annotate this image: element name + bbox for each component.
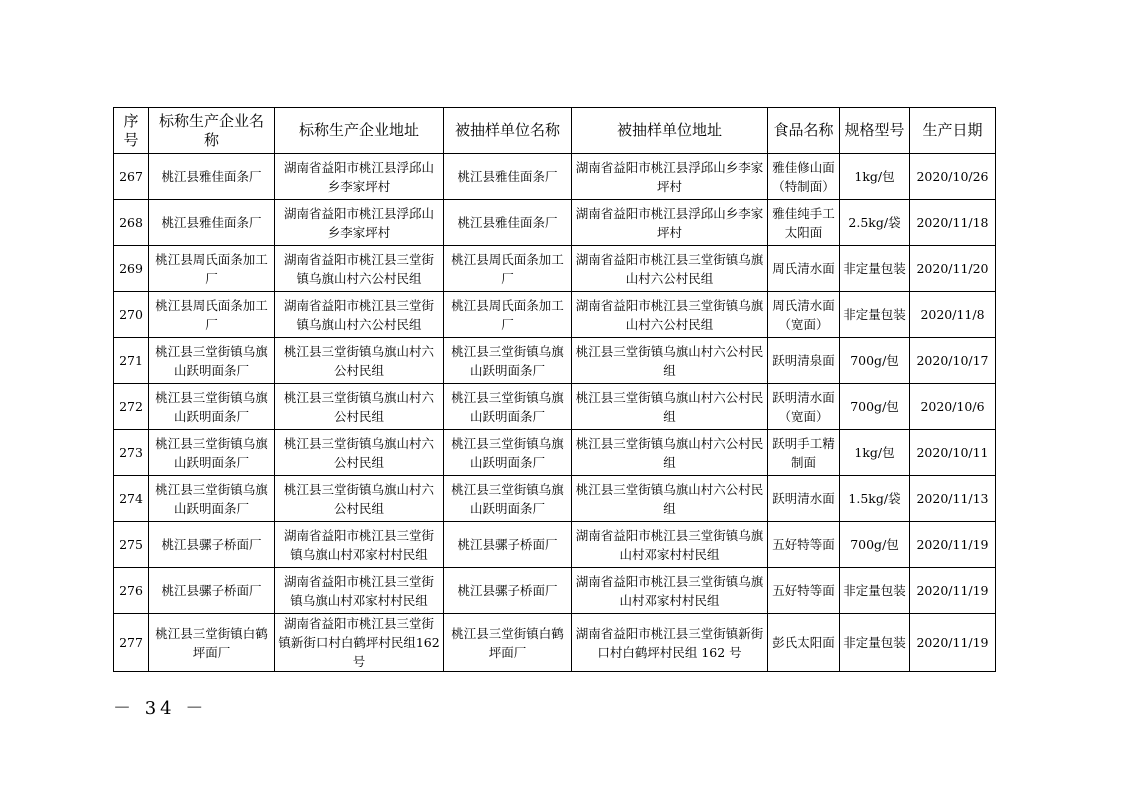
page-number: － 34 －	[113, 698, 208, 719]
sampled-unit-name-cell: 桃江县雅佳面条厂	[444, 154, 572, 200]
table-row	[114, 476, 996, 522]
manufacturer-name-cell: 桃江县三堂街镇乌旗山跃明面条厂	[149, 430, 275, 476]
serial-number-cell: 269	[114, 246, 149, 292]
sampled-unit-name-cell: 桃江县周氏面条加工厂	[444, 292, 572, 338]
manufacturer-address-cell: 湖南省益阳市桃江县三堂街镇新街口村白鹤坪村民组162号	[275, 614, 444, 672]
table-row	[114, 384, 996, 430]
manufacturer-name-cell: 桃江县三堂街镇白鹤坪面厂	[149, 614, 275, 672]
manufacturer-address-cell: 湖南省益阳市桃江县三堂街镇乌旗山村六公村民组	[275, 292, 444, 338]
header-production-date: 生产日期	[910, 108, 996, 154]
production-date-cell: 2020/11/19	[910, 568, 996, 614]
sampled-unit-address-cell: 桃江县三堂街镇乌旗山村六公村民组	[572, 338, 768, 384]
food-name-cell: 彭氏太阳面	[768, 614, 840, 672]
manufacturer-address-cell: 桃江县三堂街镇乌旗山村六公村民组	[275, 430, 444, 476]
production-date-cell: 2020/11/13	[910, 476, 996, 522]
header-sampled-unit-address: 被抽样单位地址	[572, 108, 768, 154]
food-name-cell: 跃明清水面（宽面）	[768, 384, 840, 430]
serial-number-cell: 267	[114, 154, 149, 200]
specification-cell: 非定量包装	[840, 614, 910, 672]
serial-number-cell: 276	[114, 568, 149, 614]
manufacturer-name-cell: 桃江县雅佳面条厂	[149, 200, 275, 246]
food-name-cell: 五好特等面	[768, 522, 840, 568]
production-date-cell: 2020/10/26	[910, 154, 996, 200]
sampled-unit-name-cell: 桃江县三堂街镇乌旗山跃明面条厂	[444, 430, 572, 476]
sampled-unit-address-cell: 湖南省益阳市桃江县浮邱山乡李家坪村	[572, 200, 768, 246]
table-row	[114, 246, 996, 292]
serial-number-cell: 274	[114, 476, 149, 522]
production-date-cell: 2020/10/11	[910, 430, 996, 476]
sampled-unit-address-cell: 湖南省益阳市桃江县三堂街镇乌旗山村邓家村村民组	[572, 568, 768, 614]
table-row	[114, 338, 996, 384]
sampled-unit-name-cell: 桃江县骡子桥面厂	[444, 568, 572, 614]
sampled-unit-address-cell: 桃江县三堂街镇乌旗山村六公村民组	[572, 384, 768, 430]
table-row	[114, 614, 996, 672]
specification-cell: 1kg/包	[840, 430, 910, 476]
serial-number-cell: 271	[114, 338, 149, 384]
serial-number-cell: 275	[114, 522, 149, 568]
sampled-unit-name-cell: 桃江县骡子桥面厂	[444, 522, 572, 568]
serial-number-cell: 272	[114, 384, 149, 430]
header-sampled-unit-name: 被抽样单位名称	[444, 108, 572, 154]
food-name-cell: 周氏清水面（宽面）	[768, 292, 840, 338]
production-date-cell: 2020/11/19	[910, 614, 996, 672]
food-name-cell: 跃明清水面	[768, 476, 840, 522]
manufacturer-name-cell: 桃江县周氏面条加工厂	[149, 292, 275, 338]
food-name-cell: 周氏清水面	[768, 246, 840, 292]
sampled-unit-name-cell: 桃江县周氏面条加工厂	[444, 246, 572, 292]
sampled-unit-name-cell: 桃江县三堂街镇乌旗山跃明面条厂	[444, 476, 572, 522]
food-name-cell: 雅佳纯手工太阳面	[768, 200, 840, 246]
serial-number-cell: 277	[114, 614, 149, 672]
sampled-unit-address-cell: 桃江县三堂街镇乌旗山村六公村民组	[572, 476, 768, 522]
sampled-unit-address-cell: 湖南省益阳市桃江县三堂街镇乌旗山村邓家村村民组	[572, 522, 768, 568]
specification-cell: 700g/包	[840, 384, 910, 430]
food-name-cell: 跃明清泉面	[768, 338, 840, 384]
manufacturer-name-cell: 桃江县骡子桥面厂	[149, 522, 275, 568]
table-row	[114, 522, 996, 568]
food-name-cell: 雅佳修山面（特制面）	[768, 154, 840, 200]
sampled-unit-address-cell: 湖南省益阳市桃江县浮邱山乡李家坪村	[572, 154, 768, 200]
table-row	[114, 292, 996, 338]
specification-cell: 700g/包	[840, 338, 910, 384]
specification-cell: 1kg/包	[840, 154, 910, 200]
sampled-unit-address-cell: 湖南省益阳市桃江县三堂街镇新街口村白鹤坪村民组 162 号	[572, 614, 768, 672]
manufacturer-name-cell: 桃江县周氏面条加工厂	[149, 246, 275, 292]
header-manufacturer-name: 标称生产企业名称	[149, 108, 275, 154]
specification-cell: 非定量包装	[840, 246, 910, 292]
specification-cell: 非定量包装	[840, 292, 910, 338]
specification-cell: 2.5kg/袋	[840, 200, 910, 246]
food-name-cell: 跃明手工精制面	[768, 430, 840, 476]
manufacturer-address-cell: 湖南省益阳市桃江县三堂街镇乌旗山村邓家村村民组	[275, 522, 444, 568]
manufacturer-name-cell: 桃江县三堂街镇乌旗山跃明面条厂	[149, 384, 275, 430]
production-date-cell: 2020/10/17	[910, 338, 996, 384]
production-date-cell: 2020/11/18	[910, 200, 996, 246]
serial-number-cell: 268	[114, 200, 149, 246]
manufacturer-address-cell: 桃江县三堂街镇乌旗山村六公村民组	[275, 338, 444, 384]
production-date-cell: 2020/10/6	[910, 384, 996, 430]
manufacturer-address-cell: 桃江县三堂街镇乌旗山村六公村民组	[275, 384, 444, 430]
specification-cell: 1.5kg/袋	[840, 476, 910, 522]
manufacturer-name-cell: 桃江县三堂街镇乌旗山跃明面条厂	[149, 476, 275, 522]
serial-number-cell: 273	[114, 430, 149, 476]
serial-number-cell: 270	[114, 292, 149, 338]
manufacturer-name-cell: 桃江县骡子桥面厂	[149, 568, 275, 614]
sampled-unit-address-cell: 湖南省益阳市桃江县三堂街镇乌旗山村六公村民组	[572, 292, 768, 338]
manufacturer-name-cell: 桃江县雅佳面条厂	[149, 154, 275, 200]
table-row	[114, 568, 996, 614]
sampled-unit-name-cell: 桃江县三堂街镇乌旗山跃明面条厂	[444, 384, 572, 430]
manufacturer-address-cell: 湖南省益阳市桃江县三堂街镇乌旗山村邓家村村民组	[275, 568, 444, 614]
production-date-cell: 2020/11/19	[910, 522, 996, 568]
manufacturer-address-cell: 湖南省益阳市桃江县浮邱山乡李家坪村	[275, 200, 444, 246]
manufacturer-address-cell: 湖南省益阳市桃江县三堂街镇乌旗山村六公村民组	[275, 246, 444, 292]
production-date-cell: 2020/11/8	[910, 292, 996, 338]
manufacturer-address-cell: 桃江县三堂街镇乌旗山村六公村民组	[275, 476, 444, 522]
manufacturer-name-cell: 桃江县三堂街镇乌旗山跃明面条厂	[149, 338, 275, 384]
sampled-unit-address-cell: 湖南省益阳市桃江县三堂街镇乌旗山村六公村民组	[572, 246, 768, 292]
header-manufacturer-address: 标称生产企业地址	[275, 108, 444, 154]
specification-cell: 700g/包	[840, 522, 910, 568]
header-specification: 规格型号	[840, 108, 910, 154]
food-name-cell: 五好特等面	[768, 568, 840, 614]
header-food-name: 食品名称	[768, 108, 840, 154]
table-row	[114, 430, 996, 476]
table-row	[114, 154, 996, 200]
sampled-unit-name-cell: 桃江县三堂街镇乌旗山跃明面条厂	[444, 338, 572, 384]
table-header-row	[114, 108, 996, 154]
production-date-cell: 2020/11/20	[910, 246, 996, 292]
sampled-unit-name-cell: 桃江县三堂街镇白鹤坪面厂	[444, 614, 572, 672]
table-row	[114, 200, 996, 246]
specification-cell: 非定量包装	[840, 568, 910, 614]
manufacturer-address-cell: 湖南省益阳市桃江县浮邱山乡李家坪村	[275, 154, 444, 200]
sampling-results-table	[113, 107, 996, 672]
sampled-unit-name-cell: 桃江县雅佳面条厂	[444, 200, 572, 246]
header-serial-number: 序号	[114, 108, 149, 154]
sampled-unit-address-cell: 桃江县三堂街镇乌旗山村六公村民组	[572, 430, 768, 476]
